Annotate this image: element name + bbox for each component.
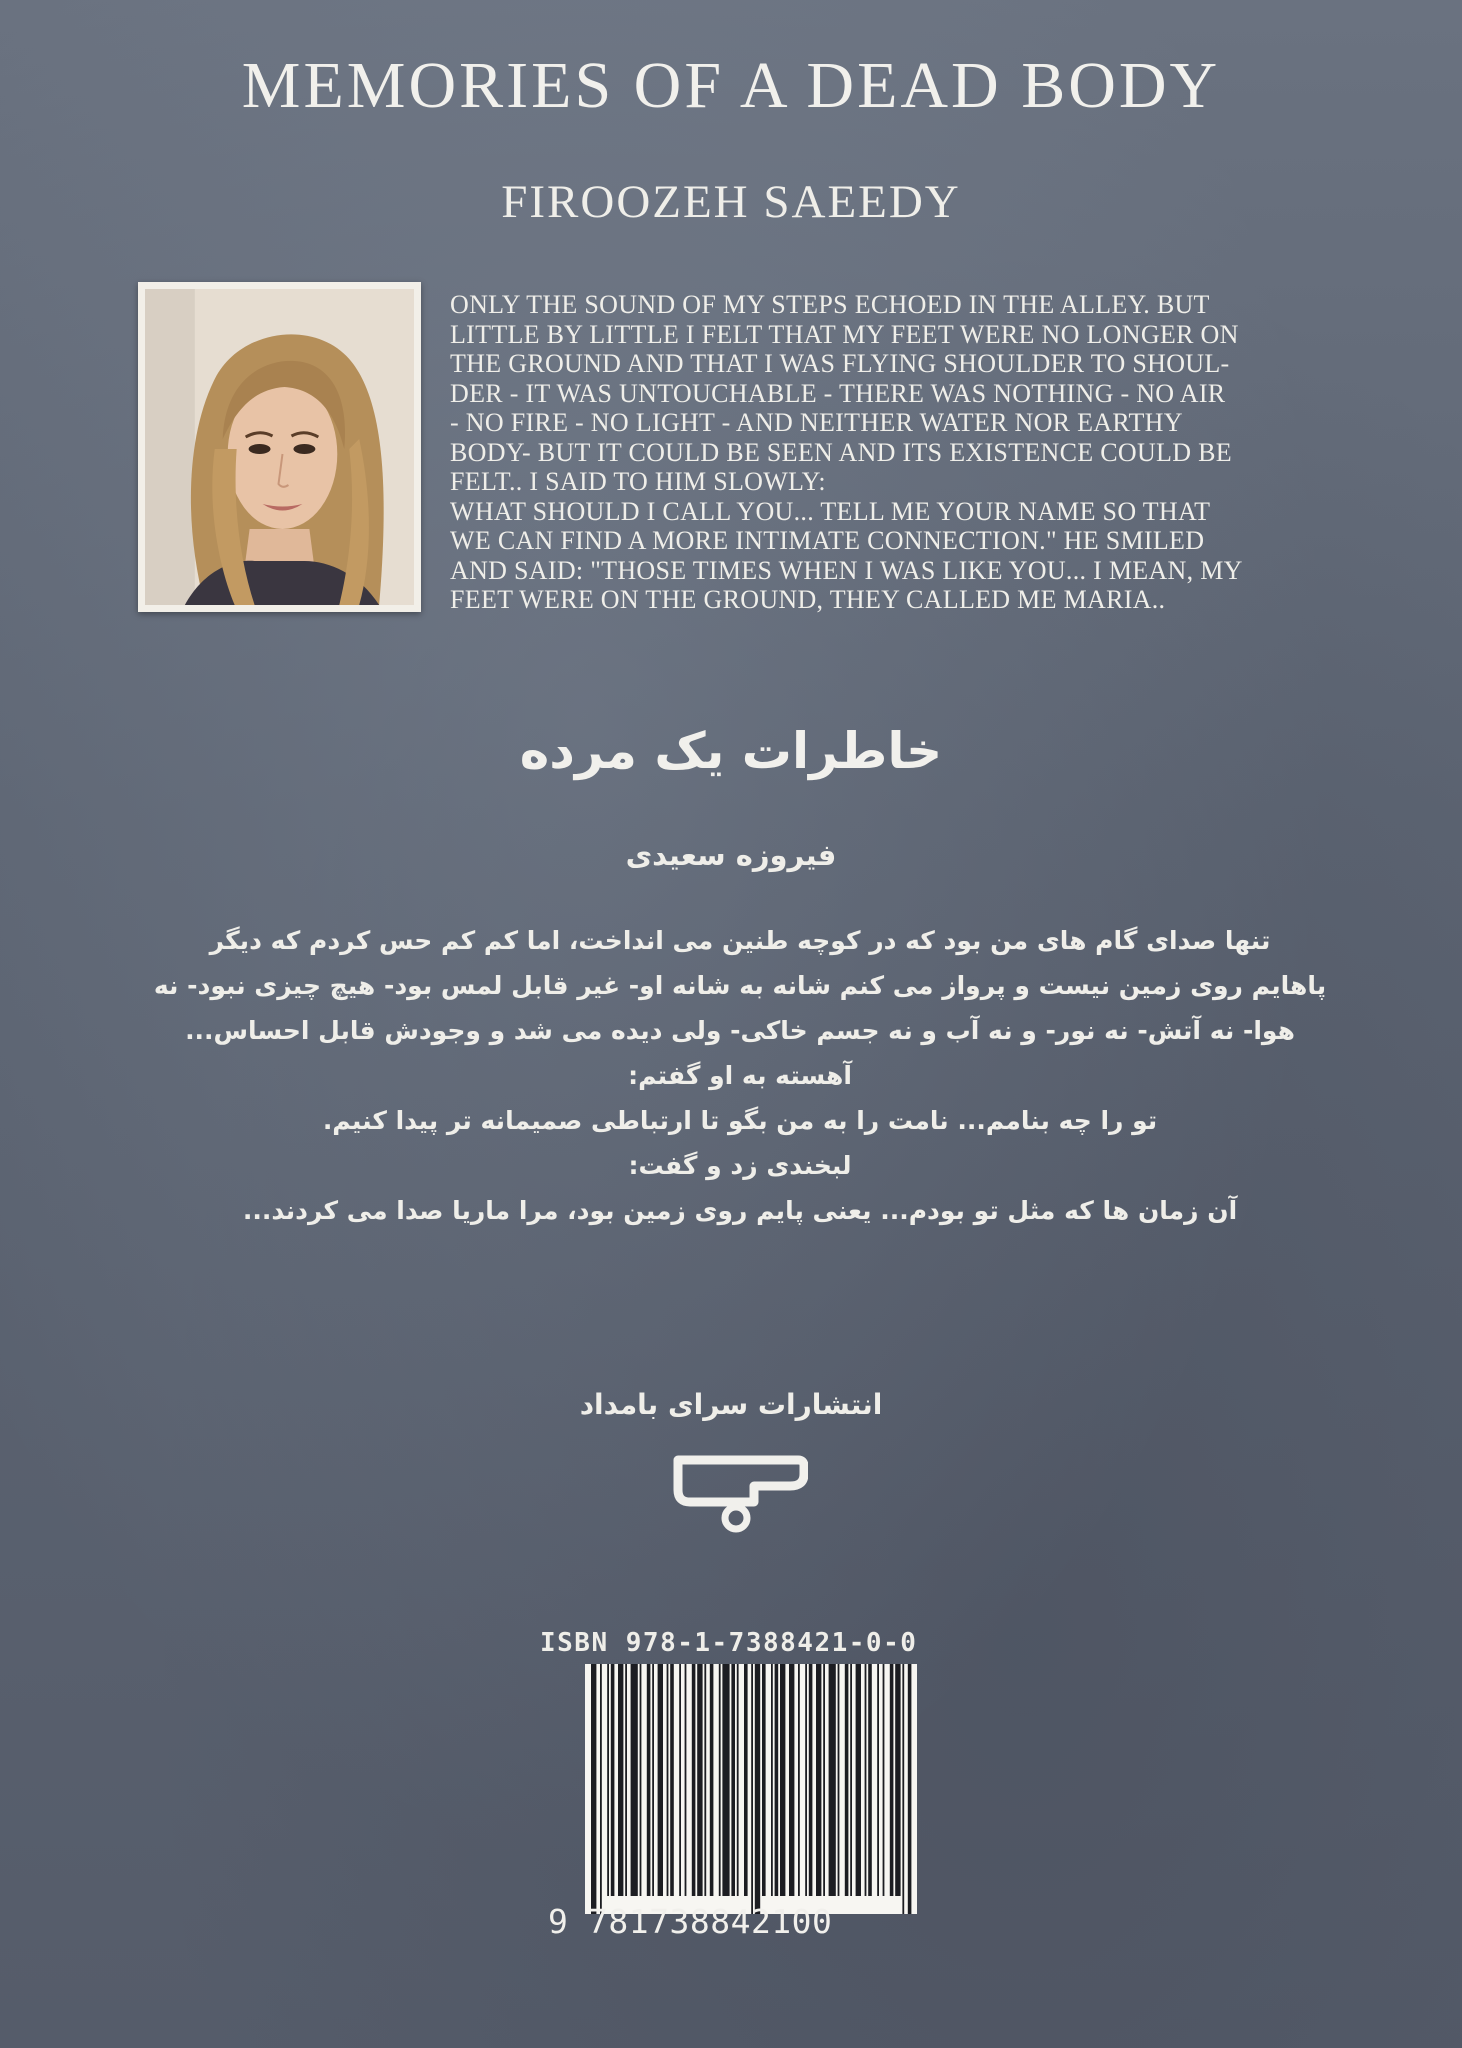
blurb-en-line: THE GROUND AND THAT I WAS FLYING SHOULDER TO SHOUL- bbox=[450, 349, 1230, 378]
blurb-en-line: WHAT SHOULD I CALL YOU... TELL ME YOUR NAME SO THAT bbox=[450, 496, 1211, 526]
barcode-bar bbox=[611, 1664, 615, 1896]
barcode-bar bbox=[868, 1664, 872, 1896]
blurb-en-line: BODY- BUT IT COULD BE SEEN AND ITS EXISTENCE COULD BE bbox=[450, 437, 1232, 467]
barcode-bar bbox=[751, 1664, 753, 1914]
blurb-en-line: - NO FIRE - NO LIGHT - AND NEITHER WATER NOR EARTHY bbox=[450, 408, 1183, 437]
barcode-bar bbox=[865, 1664, 867, 1896]
barcode-bar bbox=[697, 1664, 702, 1896]
blurb-en-line: DER - IT WAS UNTOUCHABLE - THERE WAS NOTHING - NO AIR bbox=[450, 378, 1226, 408]
barcode-bar bbox=[704, 1664, 706, 1896]
barcode-bar bbox=[731, 1664, 735, 1896]
barcode-bar bbox=[877, 1664, 879, 1896]
barcode-bar bbox=[850, 1664, 852, 1896]
barcode-lead-digit: 9 bbox=[548, 1902, 568, 1941]
barcode-bar bbox=[798, 1664, 800, 1896]
barcode-bar bbox=[658, 1664, 663, 1896]
barcode-bar bbox=[823, 1664, 825, 1896]
barcode-bar bbox=[775, 1664, 779, 1896]
blurb-en-line: FEET WERE ON THE GROUND, THEY CALLED ME MARIA.. bbox=[450, 585, 1166, 614]
barcode-bar bbox=[762, 1664, 766, 1896]
author-name-en: FIROOZEH SAEEDY bbox=[501, 176, 961, 228]
publisher-logo-icon bbox=[672, 1452, 808, 1534]
blurb-fa-line: تو را چه بنامم... نامت را به من بگو تا ارتباطی صمیمانه تر پیدا کنیم. bbox=[322, 1106, 1158, 1135]
blurb-en-line: ONLY THE SOUND OF MY STEPS ECHOED IN THE ALLEY. BUT bbox=[450, 290, 1210, 319]
barcode-number: 781738842100 bbox=[588, 1902, 833, 1941]
barcode-bar bbox=[600, 1664, 602, 1914]
barcode-bar bbox=[710, 1664, 714, 1896]
barcode-bar bbox=[780, 1664, 785, 1896]
barcode-bar bbox=[631, 1664, 638, 1896]
barcode-bar bbox=[771, 1664, 773, 1896]
barcode-bar bbox=[670, 1664, 674, 1896]
author-photo-frame bbox=[138, 282, 421, 612]
barcode-bar bbox=[845, 1664, 849, 1896]
blurb-fa-line: تنها صدای گام های من بود که در کوچه طنین می انداخت، اما کم کم حس کردم که دیگر bbox=[209, 926, 1271, 955]
barcode-bar bbox=[618, 1664, 623, 1896]
author-photo bbox=[145, 289, 414, 605]
blurb-fa-line: آن زمان ها که مثل تو بودم... یعنی پایم روی زمین بود، مرا ماریا صدا می کردند... bbox=[242, 1196, 1238, 1225]
barcode-bar bbox=[895, 1664, 900, 1896]
barcode-bar bbox=[816, 1664, 821, 1896]
blurb-fa bbox=[150, 918, 1330, 1233]
barcode-bar bbox=[591, 1664, 596, 1914]
barcode-bar bbox=[737, 1664, 739, 1896]
barcode-bar bbox=[856, 1664, 861, 1896]
barcode-bar bbox=[607, 1664, 609, 1896]
barcode-bar bbox=[685, 1664, 687, 1896]
blurb-fa-line: پاهایم روی زمین نیست و پرواز می کنم شانه به شانه او- غیر قابل لمس بود- هیچ چیزی نبود- نه bbox=[153, 971, 1327, 1000]
barcode-bar bbox=[829, 1664, 836, 1896]
barcode-bar bbox=[890, 1664, 894, 1896]
isbn-label: ISBN 978-1-7388421-0-0 bbox=[540, 1628, 918, 1658]
barcode-bar bbox=[838, 1664, 840, 1896]
book-title-en: MEMORIES OF A DEAD BODY bbox=[241, 49, 1221, 122]
blurb-fa-line: لبخندی زد و گفت: bbox=[628, 1151, 852, 1180]
blurb-en-line: AND SAID: "THOSE TIMES WHEN I WAS LIKE YOU... I MEAN, MY bbox=[450, 555, 1243, 585]
blurb-en-line: WE CAN FIND A MORE INTIMATE CONNECTION." HE SMILED bbox=[450, 526, 1205, 555]
barcode-bar bbox=[647, 1664, 651, 1896]
barcode-bar bbox=[883, 1664, 885, 1896]
publisher-name-fa: انتشارات سرای بامداد bbox=[579, 1388, 883, 1421]
barcode-icon bbox=[585, 1664, 917, 1914]
blurb-fa-line: هوا- نه آتش- نه نور- و نه آب و نه جسم خاکی- ولی دیده می شد و وجودش قابل احساس... bbox=[185, 1016, 1295, 1045]
barcode-bar bbox=[908, 1664, 912, 1914]
barcode-bar bbox=[755, 1664, 760, 1914]
barcode-bar bbox=[719, 1664, 721, 1896]
book-title-fa: خاطرات یک مرده bbox=[519, 722, 943, 780]
author-photo-illustration bbox=[145, 289, 414, 605]
author-name-fa: فیروزه سعیدی bbox=[625, 838, 837, 872]
barcode-bar bbox=[652, 1664, 654, 1896]
barcode-bar bbox=[789, 1664, 794, 1896]
barcode-bar bbox=[625, 1664, 627, 1896]
barcode-bar bbox=[640, 1664, 642, 1896]
barcode-bar bbox=[667, 1664, 669, 1896]
barcode-bar bbox=[722, 1664, 729, 1896]
barcode-bar bbox=[805, 1664, 807, 1896]
barcode-bar bbox=[744, 1664, 748, 1896]
barcode-bar bbox=[692, 1664, 696, 1896]
blurb-fa-line: آهسته به او گفتم: bbox=[628, 1061, 852, 1090]
blurb-en-line: LITTLE BY LITTLE I FELT THAT MY FEET WERE NO LONGER ON bbox=[450, 319, 1239, 349]
barcode-bar bbox=[679, 1664, 681, 1896]
barcode-bar bbox=[902, 1664, 904, 1914]
blurb-en bbox=[450, 290, 1330, 615]
blurb-en-line: FELT.. I SAID TO HIM SLOWLY: bbox=[450, 467, 826, 496]
barcode-bar bbox=[809, 1664, 813, 1896]
